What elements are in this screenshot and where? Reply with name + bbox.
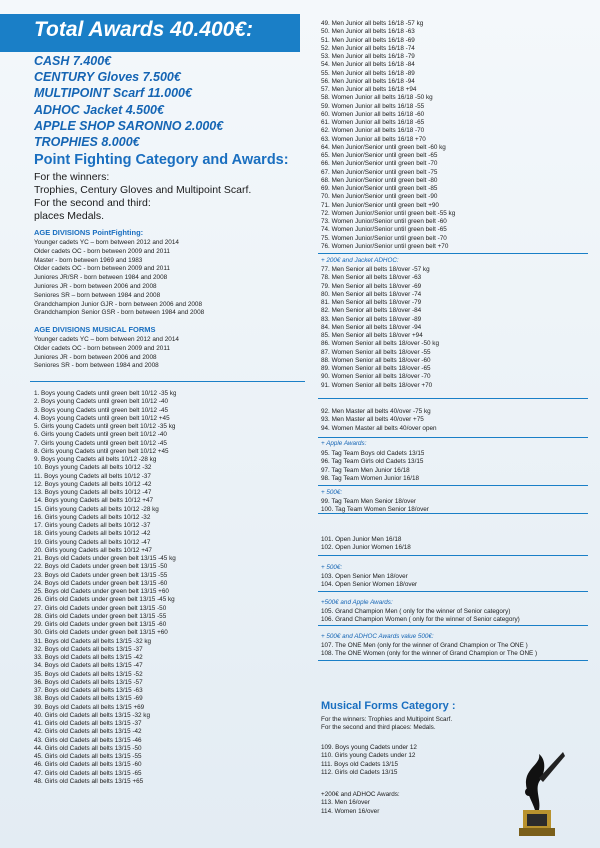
point-fighting-heading: Point Fighting Category and Awards:	[34, 152, 289, 168]
list-item: 68. Men Junior/Senior until green belt -80	[321, 176, 438, 184]
list-item: 67. Men Junior/Senior until green belt -75	[321, 168, 438, 176]
categories-right-list-8	[321, 608, 520, 625]
musical-forms-list	[321, 744, 417, 777]
list-item: 1. Boys young Cadets until green belt 10/12 -35 kg	[34, 390, 177, 397]
list-item: 46. Girls old Cadets all belts 13/15 -60	[34, 761, 142, 769]
list-item: 57. Men Junior all belts 16/18 +94	[321, 86, 417, 93]
list-item: 99. Tag Team Men Senior 18/over	[321, 498, 416, 505]
list-item: 58. Women Junior all belts 16/18 -50 kg	[321, 94, 433, 102]
list-item: 4. Boys young Cadets until green belt 10/12 +45	[34, 414, 170, 422]
list-item: 69. Men Junior/Senior until green belt -85	[321, 185, 438, 192]
age-row: Grandchampion Senior GSR - born between 1984 and 2008	[34, 309, 205, 317]
divider	[318, 437, 588, 438]
list-item: 42. Girls old Cadets all belts 13/15 -42	[34, 728, 142, 736]
list-item: 39. Boys old Cadets all belts 13/15 +69	[34, 703, 145, 711]
list-item: 63. Women Junior all belts 16/18 +70	[321, 135, 426, 143]
list-item: 85. Men Senior all belts 18/over +94	[321, 332, 423, 339]
section-heading-500adhoc: + 500€ and ADHOC Awards value 500€:	[321, 633, 434, 640]
list-item: 20. Girls young Cadets all belts 10/12 +47	[34, 546, 152, 554]
list-item: 56. Men Junior all belts 16/18 -94	[321, 77, 415, 85]
list-item: 94. Women Master all belts 40/over open	[321, 424, 437, 432]
categories-right-list-7	[321, 573, 417, 590]
list-item: 108. The ONE Women (only for the winner of Grand Champion or The ONE )	[321, 650, 538, 658]
list-item: 97. Tag Team Men Junior 16/18	[321, 466, 410, 474]
list-item: 49. Men Junior all belts 16/18 -57 kg	[321, 20, 424, 27]
divider	[318, 660, 588, 661]
list-item: 86. Women Senior all belts 18/over -50 kg	[321, 340, 440, 348]
list-item: 27. Girls old Cadets under green belt 13/15 -50	[34, 604, 167, 612]
list-item: 102. Open Junior Women 16/18	[321, 544, 411, 552]
age-row: Seniores SR – born between 1984 and 2008	[34, 291, 161, 299]
list-item: 95. Tag Team Boys old Cadets 13/15	[321, 450, 425, 457]
list-item: 43. Girls old Cadets all belts 13/15 -46	[34, 736, 142, 744]
list-item: 64. Men Junior/Senior until green belt -60 kg	[321, 143, 446, 151]
award-item: ADHOC Jacket 4.500€	[34, 102, 164, 117]
list-item: 16. Girls young Cadets all belts 10/12 -32	[34, 513, 151, 521]
divider	[318, 253, 588, 254]
award-item: CENTURY Gloves 7.500€	[34, 70, 181, 85]
list-item: 15. Girls young Cadets all belts 10/12 -28 kg	[34, 505, 159, 513]
list-item: 31. Boys old Cadets all belts 13/15 -32 kg	[34, 637, 152, 645]
list-item: 100. Tag Team Women Senior 18/over	[321, 506, 429, 514]
musical-forms-heading: Musical Forms Category :	[321, 700, 456, 712]
list-item: 112. Girls old Cadets 13/15	[321, 768, 398, 776]
pf-line: For the second and third:	[34, 197, 151, 209]
list-item: 37. Boys old Cadets all belts 13/15 -63	[34, 687, 143, 694]
categories-right-list-3	[321, 408, 437, 433]
pf-line: Trophies, Century Gloves and Multipoint Scarf.	[34, 184, 252, 196]
list-item: 83. Men Senior all belts 18/over -89	[321, 315, 422, 323]
list-item: 74. Women Junior/Senior until green belt -65	[321, 226, 447, 234]
list-item: 45. Girls old Cadets all belts 13/15 -55	[34, 753, 142, 760]
list-item: 114. Women 16/over	[321, 807, 380, 815]
list-item: 3. Boys young Cadets until green belt 10/12 -45	[34, 406, 169, 414]
age-row: Master - born between 1969 and 1983	[34, 256, 143, 264]
mf-line: For the winners: Trophies and Multipoint Scarf.	[321, 716, 453, 723]
list-item: 82. Men Senior all belts 18/over -84	[321, 307, 422, 315]
list-item: 8. Girls young Cadets until green belt 10/12 +45	[34, 447, 169, 455]
list-item: 60. Women Junior all belts 16/18 -60	[321, 110, 425, 118]
list-item: 18. Girls young Cadets all belts 10/12 -42	[34, 530, 151, 538]
list-item: 38. Boys old Cadets all belts 13/15 -69	[34, 695, 143, 703]
list-item: 62. Women Junior all belts 16/18 -70	[321, 127, 425, 135]
list-item: 7. Girls young Cadets until green belt 10/12 -45	[34, 439, 167, 447]
list-item: 73. Women Junior/Senior until green belt -60	[321, 218, 447, 225]
list-item: 113. Men 16/over	[321, 799, 370, 807]
list-item: 92. Men Master all belts 40/over -75 kg	[321, 408, 431, 415]
list-item: 51. Men Junior all belts 16/18 -69	[321, 36, 415, 44]
section-heading-500b: + 500€:	[321, 564, 343, 571]
list-item: 87. Women Senior all belts 18/over -55	[321, 348, 431, 356]
list-item: 29. Girls old Cadets under green belt 13/15 -60	[34, 621, 167, 628]
list-item: 25. Boys old Cadets under green belt 13/15 +60	[34, 588, 169, 595]
list-item: 78. Men Senior all belts 18/over -63	[321, 274, 422, 282]
list-item: 80. Men Senior all belts 18/over -74	[321, 290, 422, 298]
list-item: 23. Boys old Cadets under green belt 13/15 -55	[34, 571, 168, 579]
categories-right-list-4	[321, 450, 424, 483]
list-item: 5. Girls young Cadets until green belt 10/12 -35 kg	[34, 423, 176, 430]
list-item: 84. Men Senior all belts 18/over -94	[321, 323, 422, 331]
list-item: 91. Women Senior all belts 18/over +70	[321, 381, 433, 389]
list-item: 6. Girls young Cadets until green belt 10/12 -40	[34, 431, 167, 439]
list-item: 88. Women Senior all belts 18/over -60	[321, 356, 431, 364]
list-item: 14. Boys young Cadets all belts 10/12 +47	[34, 497, 154, 505]
list-item: 71. Men Junior/Senior until green belt +90	[321, 201, 439, 209]
list-item: 10. Boys young Cadets all belts 10/12 -32	[34, 464, 152, 472]
list-item: 17. Girls young Cadets all belts 10/12 -37	[34, 522, 151, 529]
pf-line: places Medals.	[34, 210, 105, 222]
categories-right-list-2	[321, 266, 439, 390]
divider	[318, 555, 588, 556]
list-item: 50. Men Junior all belts 16/18 -63	[321, 28, 415, 36]
section-heading-500apple: +500€ and Apple Awards:	[321, 599, 393, 606]
list-item: 9. Boys young Cadets all belts 10/12 -28 kg	[34, 456, 157, 463]
list-item: 111. Boys old Cadets 13/15	[321, 760, 398, 768]
awards-list	[34, 53, 223, 150]
mf-line: For the second and third places: Medals.	[321, 724, 436, 732]
list-item: 48. Girls old Cadets all belts 13/15 +65	[34, 777, 144, 785]
list-item: 90. Women Senior all belts 18/over -70	[321, 373, 431, 381]
age-row: Juniores JR - born between 2006 and 2008	[34, 282, 157, 290]
page-title: Total Awards 40.400€:	[34, 18, 254, 41]
list-item: 35. Boys old Cadets all belts 13/15 -52	[34, 670, 143, 678]
list-item: 76. Women Junior/Senior until green belt +70	[321, 242, 449, 250]
list-item: 72. Women Junior/Senior until green belt -55 kg	[321, 209, 456, 217]
list-item: 55. Men Junior all belts 16/18 -89	[321, 69, 415, 77]
list-item: 47. Girls old Cadets all belts 13/15 -65	[34, 769, 142, 777]
list-item: 41. Girls old Cadets all belts 13/15 -37	[34, 720, 142, 727]
list-item: 19. Girls young Cadets all belts 10/12 -47	[34, 538, 151, 546]
section-heading-apple: + Apple Awards:	[321, 440, 367, 447]
list-item: 24. Boys old Cadets under green belt 13/15 -60	[34, 579, 168, 587]
list-item: 104. Open Senior Women 18/over	[321, 581, 418, 589]
divider	[318, 591, 588, 592]
list-item: 109. Boys young Cadets under 12	[321, 744, 417, 751]
mf-extra-heading: +200€ and ADHOC Awards:	[321, 791, 400, 798]
musical-forms-extra	[321, 791, 400, 816]
age-row: Juniores JR - born between 2006 and 2008	[34, 353, 157, 361]
trophy-icon	[505, 748, 567, 838]
age-row: Grandchampion Junior GJR - born between 2006 and 2008	[34, 300, 203, 308]
award-item: MULTIPOINT Scarf 11.000€	[34, 86, 192, 101]
divider	[318, 485, 588, 486]
list-item: 54. Men Junior all belts 16/18 -84	[321, 61, 415, 69]
list-item: 2. Boys young Cadets until green belt 10/12 -40	[34, 398, 169, 406]
categories-right-list-9	[321, 642, 537, 659]
list-item: 12. Boys young Cadets all belts 10/12 -42	[34, 480, 152, 488]
list-item: 79. Men Senior all belts 18/over -69	[321, 282, 422, 290]
list-item: 103. Open Senior Men 18/over	[321, 573, 408, 580]
list-item: 89. Women Senior all belts 18/over -65	[321, 365, 431, 372]
list-item: 110. Girls young Cadets under 12	[321, 752, 416, 760]
list-item: 59. Women Junior all belts 16/18 -55	[321, 102, 425, 110]
divider	[318, 398, 588, 399]
list-item: 70. Men Junior/Senior until green belt -90	[321, 193, 438, 201]
age-divisions-mf-heading: AGE DIVISIONS MUSICAL FORMS	[34, 325, 156, 334]
categories-right-list-1	[321, 20, 455, 251]
list-item: 22. Boys old Cadets under green belt 13/15 -50	[34, 563, 168, 571]
divider	[30, 381, 305, 382]
categories-left-list	[34, 390, 176, 786]
list-item: 81. Men Senior all belts 18/over -79	[321, 299, 422, 306]
list-item: 93. Men Master all belts 40/over +75	[321, 416, 424, 424]
list-item: 96. Tag Team Girls old Cadets 13/15	[321, 458, 424, 466]
age-divisions-mf	[34, 325, 304, 371]
list-item: 28. Girls old Cadets under green belt 13/15 -55	[34, 612, 167, 620]
list-item: 13. Boys young Cadets all belts 10/12 -47	[34, 489, 152, 496]
point-fighting-text	[34, 171, 304, 223]
award-item: CASH 7.400€	[34, 54, 112, 68]
list-item: 61. Women Junior all belts 16/18 -65	[321, 119, 425, 126]
age-row: Younger cadets YC – born between 2012 and 2014	[34, 336, 179, 343]
list-item: 34. Boys old Cadets all belts 13/15 -47	[34, 662, 143, 670]
list-item: 26. Girls old Cadets under green belt 13/15 -45 kg	[34, 596, 175, 604]
list-item: 52. Men Junior all belts 16/18 -74	[321, 44, 415, 52]
list-item: 101. Open Junior Men 16/18	[321, 536, 402, 543]
age-row: Younger cadets YC – born between 2012 and 2014	[34, 239, 179, 246]
age-row: Older cadets OC - born between 2009 and 2011	[34, 247, 170, 255]
list-item: 11. Boys young Cadets all belts 10/12 -37	[34, 472, 151, 480]
age-divisions-pf	[34, 228, 304, 318]
age-row: Older cadets OC - born between 2009 and 2011	[34, 344, 170, 352]
divider	[318, 625, 588, 626]
age-row: Older cadets OC - born between 2009 and 2011	[34, 265, 170, 273]
list-item: 105. Grand Champion Men ( only for the winner of Senior category)	[321, 608, 511, 615]
age-divisions-pf-heading: AGE DIVISIONS PointFighting:	[34, 228, 144, 237]
age-row: Juniores JR/SR - born between 1984 and 2008	[34, 274, 168, 282]
list-item: 40. Girls old Cadets all belts 13/15 -32 kg	[34, 711, 151, 719]
list-item: 77. Men Senior all belts 18/over -57 kg	[321, 266, 430, 273]
pf-line: For the winners:	[34, 171, 110, 183]
list-item: 107. The ONE Men (only for the winner of Grand Champion or The ONE )	[321, 642, 528, 649]
list-item: 106. Grand Champion Women ( only for the winner of Senior category)	[321, 616, 520, 624]
section-heading-adhoc: + 200€ and Jacket ADHOC:	[321, 257, 399, 264]
list-item: 36. Boys old Cadets all belts 13/15 -57	[34, 678, 143, 686]
list-item: 33. Boys old Cadets all belts 13/15 -42	[34, 654, 143, 661]
award-item: TROPHIES 8.000€	[34, 135, 140, 150]
list-item: 32. Boys old Cadets all belts 13/15 -37	[34, 645, 143, 653]
list-item: 65. Men Junior/Senior until green belt -65	[321, 152, 438, 159]
divider	[318, 513, 588, 514]
list-item: 53. Men Junior all belts 16/18 -79	[321, 53, 415, 60]
award-item: APPLE SHOP SARONNO 2.000€	[34, 118, 224, 133]
age-row: Seniores SR - born between 1984 and 2008	[34, 362, 159, 370]
list-item: 30. Girls old Cadets under green belt 13/15 +60	[34, 629, 168, 637]
categories-right-list-6	[321, 536, 411, 553]
list-item: 21. Boys old Cadets under green belt 13/15 -45 kg	[34, 555, 176, 562]
list-item: 44. Girls old Cadets all belts 13/15 -50	[34, 744, 142, 752]
list-item: 98. Tag Team Women Junior 16/18	[321, 474, 420, 482]
section-heading-500a: + 500€:	[321, 489, 343, 496]
list-item: 75. Women Junior/Senior until green belt -70	[321, 234, 447, 242]
list-item: 66. Men Junior/Senior until green belt -70	[321, 160, 438, 168]
musical-forms-text	[321, 716, 452, 733]
